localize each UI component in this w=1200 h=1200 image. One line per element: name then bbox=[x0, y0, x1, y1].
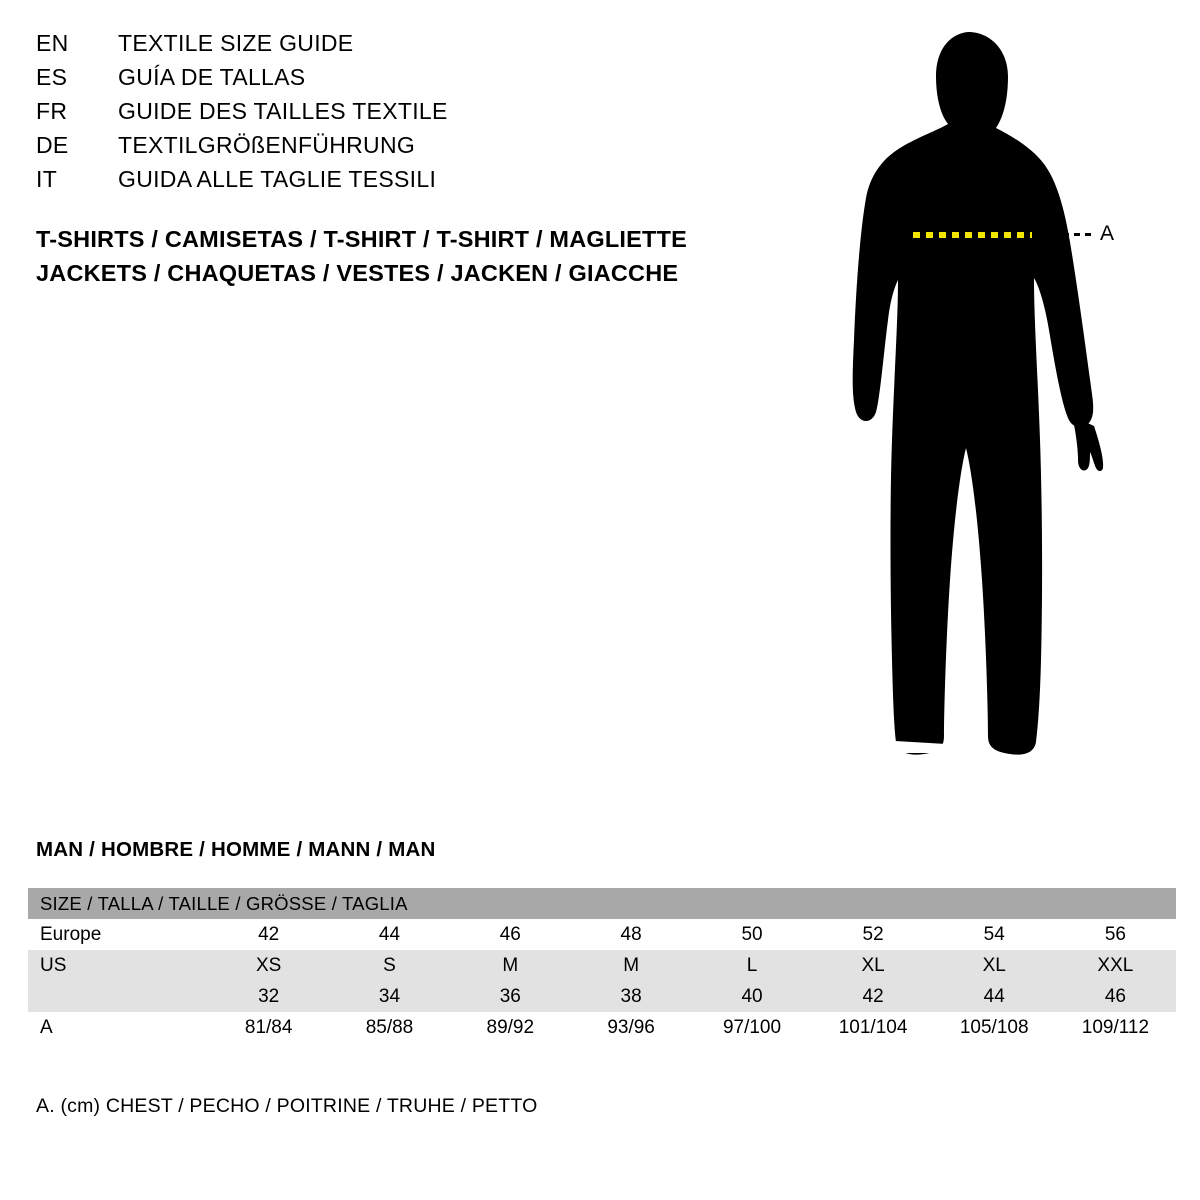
table-row bbox=[28, 950, 1176, 981]
table-row bbox=[28, 981, 1176, 1012]
cell: 109/112 bbox=[1055, 1012, 1176, 1043]
cell: 38 bbox=[571, 981, 692, 1012]
row-label-us: US bbox=[28, 950, 208, 981]
cell: 32 bbox=[208, 981, 329, 1012]
cell: 42 bbox=[813, 981, 934, 1012]
cell: 105/108 bbox=[934, 1012, 1055, 1043]
table-section-title: MAN / HOMBRE / HOMME / MANN / MAN bbox=[36, 838, 436, 861]
table-header-row bbox=[28, 888, 1176, 919]
cell: 97/100 bbox=[692, 1012, 813, 1043]
language-title: GUIDE DES TAILLES TEXTILE bbox=[118, 98, 448, 124]
cell: S bbox=[329, 950, 450, 981]
cell: 34 bbox=[329, 981, 450, 1012]
language-title: GUÍA DE TALLAS bbox=[118, 64, 306, 90]
cell: 36 bbox=[450, 981, 571, 1012]
cell: 44 bbox=[329, 919, 450, 950]
cell: XXL bbox=[1055, 950, 1176, 981]
table-row bbox=[28, 919, 1176, 950]
cell: 40 bbox=[692, 981, 813, 1012]
cell: 52 bbox=[813, 919, 934, 950]
row-label-blank bbox=[28, 981, 208, 1012]
category-headings bbox=[36, 222, 796, 290]
language-title: TEXTILGRÖßENFÜHRUNG bbox=[118, 132, 416, 158]
measure-label-a: A bbox=[1100, 222, 1115, 245]
cell: 48 bbox=[571, 919, 692, 950]
male-body-figure bbox=[820, 20, 1180, 780]
cell: 42 bbox=[208, 919, 329, 950]
cell: XS bbox=[208, 950, 329, 981]
language-row bbox=[36, 166, 736, 200]
cell: M bbox=[571, 950, 692, 981]
language-code: EN bbox=[36, 30, 69, 56]
language-row bbox=[36, 132, 736, 166]
table-row bbox=[28, 1012, 1176, 1043]
cell: 89/92 bbox=[450, 1012, 571, 1043]
language-code: ES bbox=[36, 64, 68, 90]
cell: XL bbox=[934, 950, 1055, 981]
cell: 85/88 bbox=[329, 1012, 450, 1043]
cell: 54 bbox=[934, 919, 1055, 950]
language-title: GUIDA ALLE TAGLIE TESSILI bbox=[118, 166, 437, 192]
cell: 46 bbox=[450, 919, 571, 950]
row-label-a: A bbox=[28, 1012, 208, 1043]
category-jackets: JACKETS / CHAQUETAS / VESTES / JACKEN / GIACCHE bbox=[36, 260, 679, 286]
language-title: TEXTILE SIZE GUIDE bbox=[118, 30, 354, 56]
language-code: DE bbox=[36, 132, 69, 158]
cell: M bbox=[450, 950, 571, 981]
cell: 101/104 bbox=[813, 1012, 934, 1043]
cell: 93/96 bbox=[571, 1012, 692, 1043]
cell: L bbox=[692, 950, 813, 981]
language-row bbox=[36, 64, 736, 98]
category-tshirts: T-SHIRTS / CAMISETAS / T-SHIRT / T-SHIRT / MAGLIETTE bbox=[36, 226, 687, 252]
cell: XL bbox=[813, 950, 934, 981]
language-row bbox=[36, 30, 736, 64]
language-code: IT bbox=[36, 166, 58, 192]
language-list bbox=[36, 30, 736, 200]
footnote-chest: A. (cm) CHEST / PECHO / POITRINE / TRUHE / PETTO bbox=[36, 1095, 538, 1117]
cell: 50 bbox=[692, 919, 813, 950]
table-header-label: SIZE / TALLA / TAILLE / GRÖSSE / TAGLIA bbox=[28, 888, 1176, 919]
language-code: FR bbox=[36, 98, 68, 124]
body-silhouette bbox=[853, 32, 1103, 755]
language-row bbox=[36, 98, 736, 132]
measure-leader-line bbox=[1063, 233, 1093, 236]
cell: 44 bbox=[934, 981, 1055, 1012]
cell: 46 bbox=[1055, 981, 1176, 1012]
size-table bbox=[28, 888, 1176, 1043]
row-label-europe: Europe bbox=[28, 919, 208, 950]
cell: 56 bbox=[1055, 919, 1176, 950]
cell: 81/84 bbox=[208, 1012, 329, 1043]
